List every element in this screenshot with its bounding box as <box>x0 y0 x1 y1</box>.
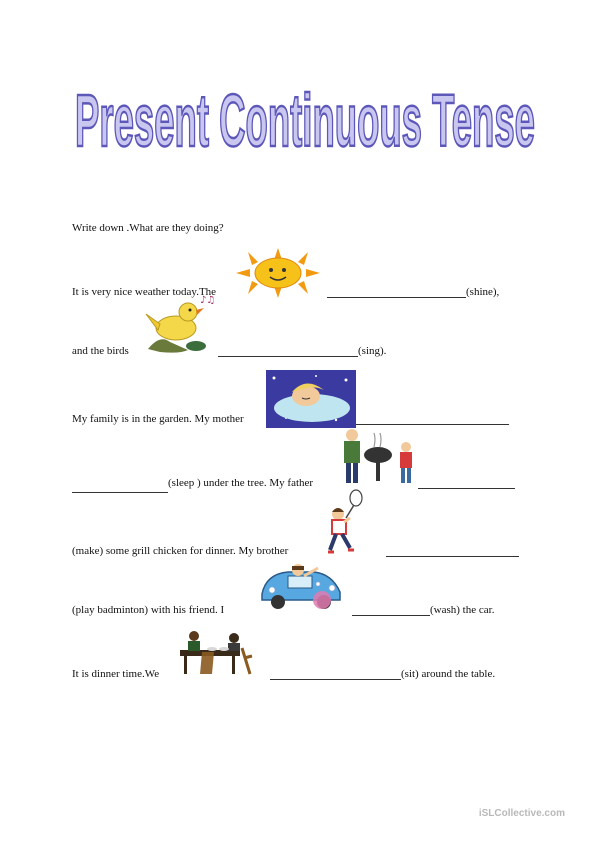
line2-text: and the birds <box>72 345 129 357</box>
blank-8[interactable] <box>270 669 401 680</box>
blank-3[interactable] <box>345 414 509 425</box>
line7-text: It is dinner time.We <box>72 668 160 680</box>
blank-5[interactable] <box>418 478 515 489</box>
title-text: Present Continuous Tense <box>75 79 535 162</box>
line7-verb: (sit) around the table. <box>401 668 496 680</box>
watermark: iSLCollective.com <box>478 808 565 819</box>
grill-icon <box>338 425 418 487</box>
line1-text: It is very nice weather today.The <box>72 286 217 298</box>
page-title <box>70 58 540 178</box>
blank-1[interactable] <box>327 287 466 298</box>
dinner-table-icon <box>172 628 256 678</box>
blank-2[interactable] <box>218 346 358 357</box>
line5-text: (make) some grill chicken for dinner. My brother <box>72 545 289 557</box>
line1-verb: (shine), <box>466 286 500 298</box>
blank-7[interactable] <box>352 605 430 616</box>
line6-text: (play badminton) with his friend. I <box>72 604 225 616</box>
car-wash-icon <box>258 560 346 612</box>
sun-icon <box>236 248 320 298</box>
instruction: Write down .What are they doing? <box>72 222 224 234</box>
blank-4[interactable] <box>72 482 168 493</box>
line4-verb: (sleep ) under the tree. My father <box>168 477 314 489</box>
svg-text:♪♫: ♪♫ <box>200 295 215 306</box>
bird-icon <box>140 294 215 356</box>
line3-text: My family is in the garden. My mother <box>72 413 244 425</box>
line2-verb: (sing). <box>358 345 387 357</box>
line6-verb: (wash) the car. <box>430 604 495 616</box>
blank-6[interactable] <box>386 546 519 557</box>
badminton-boy-icon <box>316 488 384 558</box>
sleeping-woman-icon <box>266 370 356 428</box>
